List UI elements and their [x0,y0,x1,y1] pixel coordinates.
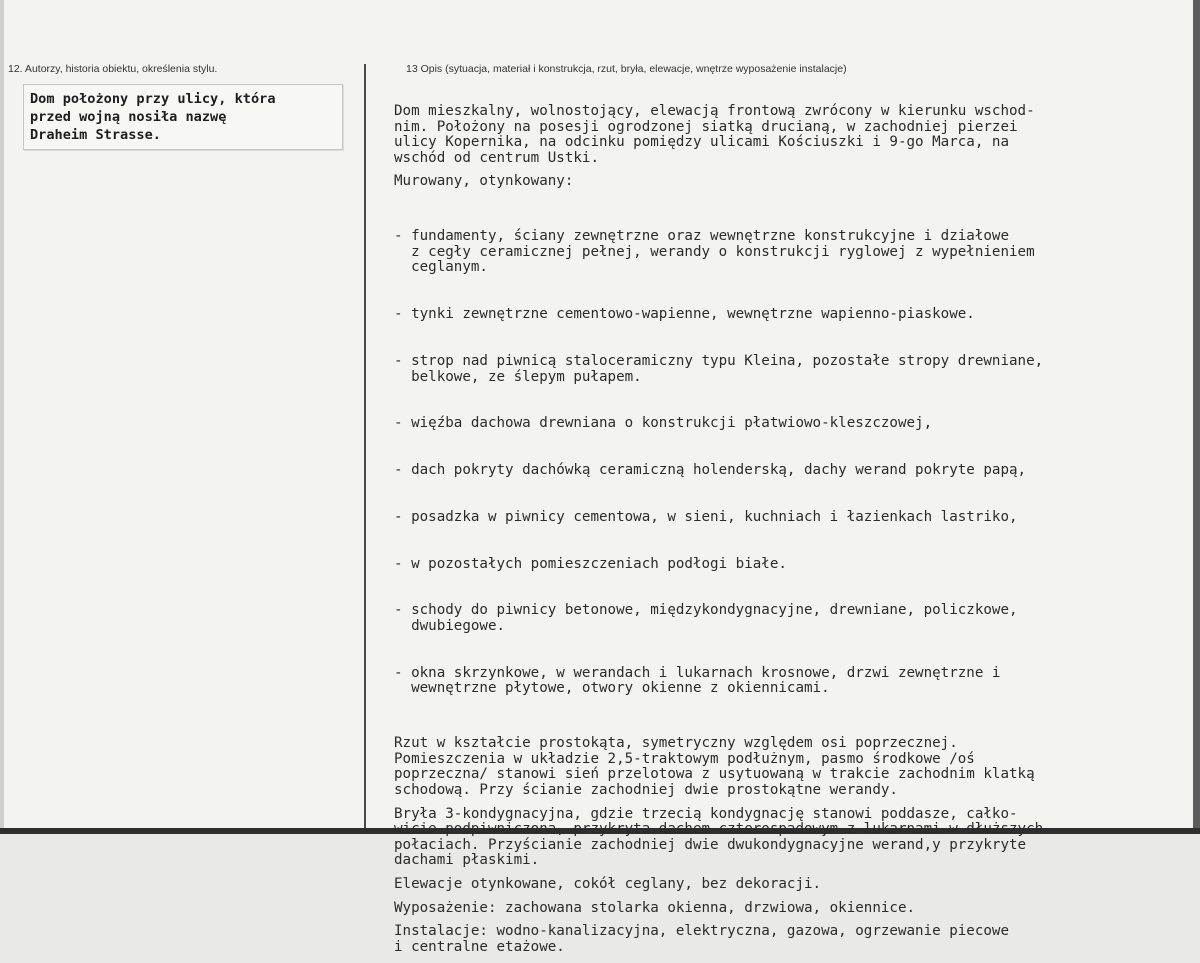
list-item: - tynki zewnętrzne cementowo-wapienne, wewnętrzne wapienno-piaskowe. [394,306,975,323]
location-paragraph: Dom mieszkalny, wolnostojący, elewacją frontową zwrócony w kierunku wschod- nim. Położony na posesji ogrodzonej siatką drucianą, w zachodniej pierzei ulicy Kopernika, na odcinku pomiędzy ulicami Kościuszki i 9-go Marca, na wschód od centrum Ustki. [394,103,1035,166]
installations-paragraph: Instalacje: wodno-kanalizacyjna, elektryczna, gazowa, ogrzewanie piecowe i centralne etażowe. [394,923,1009,955]
massing-paragraph: Bryła 3-kondygnacyjna, gdzie trzecią kondygnację stanowi poddasze, całko- wicie podpiwniczona, przykryta dachem czterospadowym z lukarnami w dłuższych połaciach. Przyścianie zachodniej dwie dwukondygnacyjne werand,y przykryte dachami płaskimi. [394,805,1044,869]
floor-plan-paragraph: Rzut w kształcie prostokąta, symetryczny względem osi poprzecznej. Pomieszczenia w układzie 2,5-traktowym podłużnym, pasmo środkowe /oś poprzeczna/ stanowi sień przelotowa z usytuowaną w trakcie zachodnim klatką schodową. Przy ścianie zachodniej dwie prostokątne werandy. [394,735,1035,798]
list-item: - dach pokryty dachówką ceramiczną holenderską, dachy werand pokryte papą, [394,462,1027,479]
list-item: - więźba dachowa drewniana o konstrukcji płatwiowo-kleszczowej, [394,415,933,432]
construction-heading: Murowany, otynkowany: [394,173,574,190]
furnishings-paragraph: Wyposażenie: zachowana stolarka okienna, drzwiowa, okiennice. [394,899,916,916]
description-body [394,104,1184,963]
list-item: - w pozostałych pomieszczeniach podłogi białe. [394,555,787,572]
section-12-heading: 12. Autorzy, historia obiektu, określenia stylu. [8,63,218,75]
elevations-paragraph: Elewacje otynkowane, cokół ceglany, bez dekoracji. [394,875,822,892]
list-item: - strop nad piwnicą staloceramiczny typu Kleina, pozostałe stropy drewniane, belkowe, ze ślepym pułapem. [394,352,1044,385]
list-item: - fundamenty, ściany zewnętrzne oraz wewnętrzne konstrukcyjne i działowe z cegły ceramicznej pełnej, werandy o konstrukcji ryglowej z wypełnieniem ceglanym. [394,228,1035,276]
construction-list [394,198,1184,728]
list-item: - schody do piwnicy betonowe, międzykondygnacyjne, drewniane, policzkowe, dwubiegowe. [394,602,1018,634]
list-item: - posadzka w piwnicy cementowa, w sieni, kuchniach i łazienkach lastriko, [394,508,1018,525]
card-right-edge [1193,0,1200,834]
history-note-text: Dom położony przy ulicy, która przed wojną nosiła nazwę Draheim Strasse. [30,91,276,143]
list-item: - okna skrzynkowe, w werandach i lukarnach krosnowe, drzwi zewnętrzne i wewnętrzne płytowe, otwory okienne z okiennicami. [394,664,1001,697]
column-divider [364,64,366,828]
card-left-edge [0,0,4,834]
pasted-note-label [23,84,343,150]
section-13-heading: 13 Opis (sytuacja, materiał i konstrukcja, rzut, bryła, elewacje, wnętrze wyposażenie instalacje) [406,63,847,75]
